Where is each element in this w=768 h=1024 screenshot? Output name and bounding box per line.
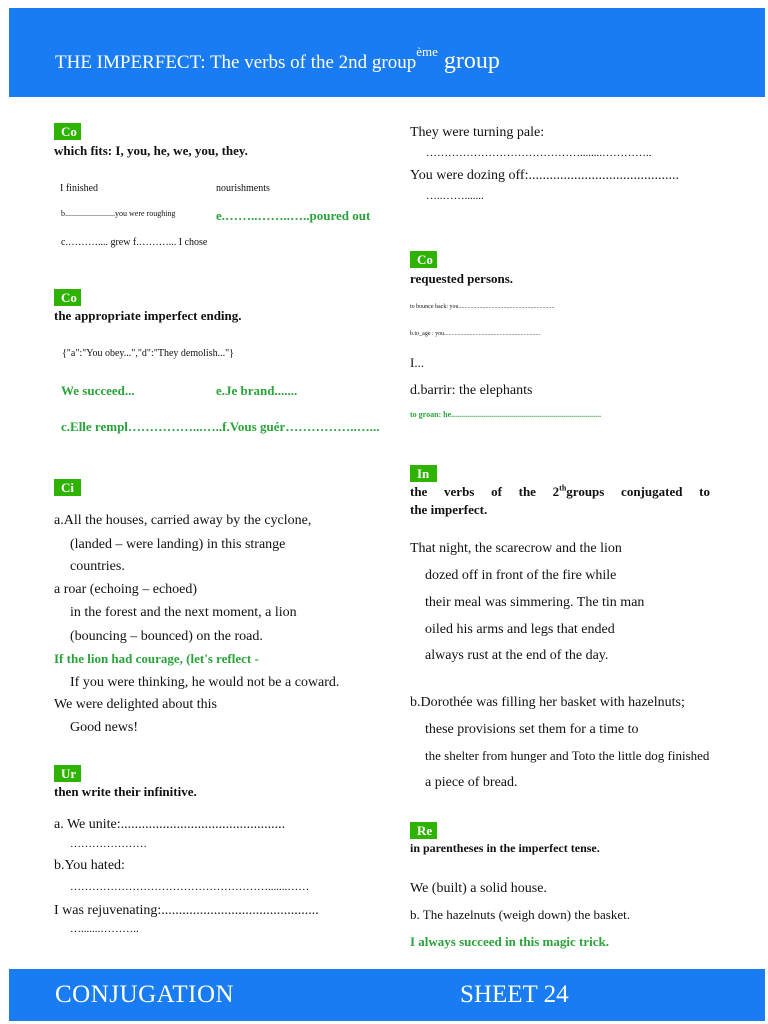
ex4-item-b: b.You hated: <box>54 858 125 873</box>
exercise-2-instruction: the appropriate imperfect ending. <box>54 308 242 323</box>
r-dozing: You were dozing off:........................................... <box>410 168 679 183</box>
ex3-line-7: If the lion had courage, (let's reflect - <box>54 651 259 666</box>
ex4-item-a-dots: ………………… <box>70 838 147 850</box>
ex3-line-10: Good news! <box>70 720 139 735</box>
ex1-item-d: nourishments <box>216 183 270 194</box>
ex5-p8: the shelter from hunger and Toto the little dog finished <box>425 748 710 763</box>
exercise-6-instruction: in parentheses in the imperfect tense. <box>410 841 600 855</box>
ex5-p5: always rust at the end of the day. <box>425 648 609 663</box>
header-band <box>9 8 765 97</box>
r-i-line: I... <box>410 355 425 370</box>
ex5-p4: oiled his arms and legs that ended <box>425 622 615 637</box>
exercise-6-tag: Re <box>410 822 437 839</box>
ex3-line-6: (bouncing – bounced) on the road. <box>70 629 263 644</box>
ex3-line-5: in the forest and the next moment, a lion <box>70 605 297 620</box>
exercise-4-instruction: then write their infinitive. <box>54 784 197 799</box>
ex1-item-e: e.……..……..…..poured out <box>216 208 371 223</box>
exercise-r1-instruction: requested persons. <box>410 271 514 286</box>
footer-logo: CONJUGATION <box>55 981 235 1008</box>
r-dozing-dots: …..……....... <box>426 190 484 202</box>
ex5-p1: That night, the scarecrow and the lion <box>410 541 622 556</box>
exercise-2-tag: Co <box>54 289 81 306</box>
ex2-item-c: c.Elle rempl……………...…..f.Vous guér……………..…... <box>61 419 380 434</box>
ex2-item-a: We succeed... <box>61 383 135 398</box>
exercise-5-instruction-line2: the imperfect. <box>410 502 488 517</box>
ex1-item-b: b.........................you were roughing <box>61 209 176 218</box>
ex6-item-a: We (built) a solid house. <box>410 881 547 896</box>
exercise-5-instruction: the verbs of the 2thgroups conjugated to <box>410 483 710 499</box>
ex4-item-b-dots: ……………………………………………….......…… <box>70 881 310 893</box>
ex5-p9: a piece of bread. <box>425 775 518 790</box>
ex5-p3: their meal was simmering. The tin man <box>425 595 645 610</box>
ex5-p7: these provisions set them for a time to <box>425 722 639 737</box>
ex3-line-9: We were delighted about this <box>54 697 217 712</box>
ex2-item-e: e.Je brand....... <box>216 383 298 398</box>
r-barrir: d.barrir: the elephants <box>410 383 533 398</box>
r-bounce: to bounce back: you................................................................ <box>410 304 555 310</box>
ex1-item-c: c.……….... grew f.………... I chose <box>61 237 208 248</box>
exercise-1-instruction: which fits: I, you, he, we, you, they. <box>54 143 248 158</box>
r-turning-dots: ……………………………………........………….. <box>426 147 652 159</box>
page-title: THE IMPERFECT: The verbs of the 2nd group$^{ème}$ group <box>55 44 500 74</box>
ex1-item-a: I finished <box>60 183 99 194</box>
ex3-line-3: countries. <box>70 559 125 574</box>
ex2-json-line: {"a":"You obey...","d":"They demolish..."} <box>62 348 234 359</box>
ex4-item-a: a. We unite:............................................... <box>54 817 286 832</box>
ex4-item-c: I was rejuvenating:............................................. <box>54 903 319 918</box>
ex5-p6: b.Dorothée was filling her basket with hazelnuts; <box>410 695 685 710</box>
ex4-item-c-dots: ….......……….. <box>70 923 139 935</box>
sheet-number: SHEET 24 <box>460 981 569 1008</box>
ex3-line-2: (landed – were landing) in this strange <box>70 537 286 552</box>
r-age: b.to_age : you................................................................ <box>410 331 541 337</box>
ex6-item-c: I always succeed in this magic trick. <box>410 934 609 949</box>
footer-band <box>9 969 765 1021</box>
exercise-3-tag: Ci <box>54 479 81 496</box>
exercise-1-tag: Co <box>54 123 81 140</box>
ex3-line-1: a.All the houses, carried away by the cyclone, <box>54 513 312 528</box>
exercise-r1-tag: Co <box>410 251 437 268</box>
ex3-line-4: a roar (echoing – echoed) <box>54 582 198 597</box>
ex3-line-8: If you were thinking, he would not be a coward. <box>70 675 340 690</box>
r-turning: They were turning pale: <box>410 125 545 140</box>
ex5-p2: dozed off in front of the fire while <box>425 568 617 583</box>
exercise-4-tag: Ur <box>54 765 81 782</box>
ex6-item-b: b. The hazelnuts (weigh down) the basket. <box>410 907 630 922</box>
exercise-5-tag: In <box>410 465 437 482</box>
r-groan: to groan: he........................................................................... <box>410 410 602 419</box>
